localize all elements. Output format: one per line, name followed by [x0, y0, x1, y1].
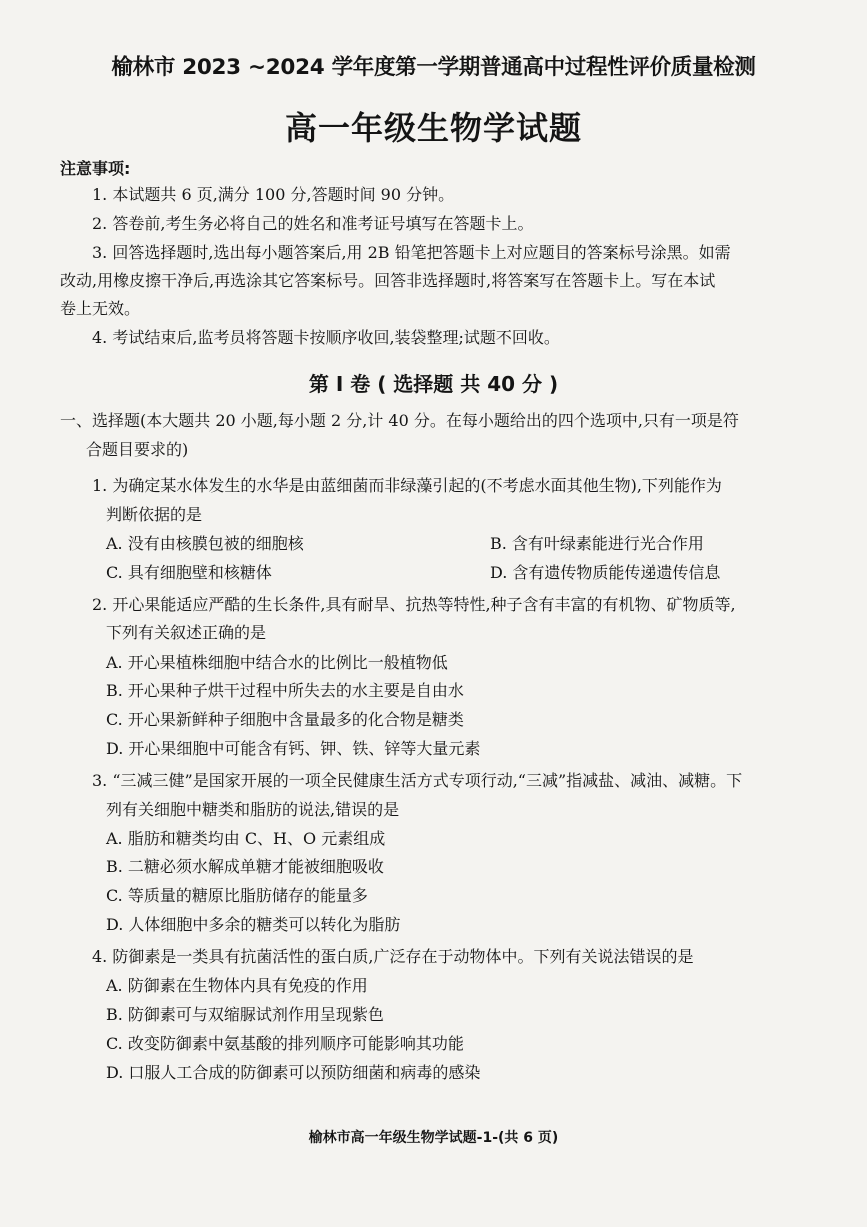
- question-1-option-b: B. 含有叶绿素能进行光合作用: [490, 534, 704, 553]
- question-1-option-a: A. 没有由核膜包被的细胞核: [106, 534, 304, 553]
- question-2-option-a: A. 开心果植株细胞中结合水的比例比一般植物低: [106, 653, 448, 672]
- question-2-stem-line-2: 下列有关叙述正确的是: [106, 623, 267, 642]
- question-2-option-c: C. 开心果新鲜种子细胞中含量最多的化合物是糖类: [106, 710, 464, 729]
- notice-item-3-line-3: 卷上无效。: [60, 299, 141, 318]
- question-1-option-c: C. 具有细胞壁和核糖体: [106, 563, 272, 582]
- question-3-stem-line-2: 列有关细胞中糖类和脂肪的说法,错误的是: [106, 800, 400, 819]
- question-3-option-b: B. 二糖必须水解成单糖才能被细胞吸收: [106, 857, 384, 876]
- question-4-option-d: D. 口服人工合成的防御素可以预防细菌和病毒的感染: [106, 1063, 481, 1082]
- question-2-stem-line-1: 2. 开心果能适应严酷的生长条件,具有耐旱、抗热等特性,种子含有丰富的有机物、矿物质等,: [92, 595, 736, 614]
- question-4-option-c: C. 改变防御素中氨基酸的排列顺序可能影响其功能: [106, 1034, 464, 1053]
- question-1-stem-line-1: 1. 为确定某水体发生的水华是由蓝细菌而非绿藻引起的(不考虑水面其他生物),下列能作为: [92, 476, 722, 495]
- question-3-option-a: A. 脂肪和糖类均由 C、H、O 元素组成: [106, 829, 386, 848]
- question-1-stem-line-2: 判断依据的是: [106, 505, 203, 524]
- question-1-option-d: D. 含有遗传物质能传递遗传信息: [490, 563, 721, 582]
- section-intro-line-1: 一、选择题(本大题共 20 小题,每小题 2 分,计 40 分。在每小题给出的四个选项中,只有一项是符: [60, 411, 739, 430]
- section-title: 第 Ⅰ 卷 ( 选择题 共 40 分 ): [308, 372, 559, 396]
- page-title: 高一年级生物学试题: [284, 109, 582, 147]
- question-3-option-c: C. 等质量的糖原比脂肪储存的能量多: [106, 886, 368, 905]
- notice-item-3-line-2: 改动,用橡皮擦干净后,再选涂其它答案标号。回答非选择题时,将答案写在答题卡上。写在本试: [60, 271, 716, 290]
- notice-item-4: 4. 考试结束后,监考员将答题卡按顺序收回,装袋整理;试题不回收。: [92, 328, 560, 347]
- question-2-option-b: B. 开心果种子烘干过程中所失去的水主要是自由水: [106, 681, 464, 700]
- question-4-stem-line-1: 4. 防御素是一类具有抗菌活性的蛋白质,广泛存在于动物体中。下列有关说法错误的是: [92, 947, 694, 966]
- question-4-option-a: A. 防御素在生物体内具有免疫的作用: [106, 976, 368, 995]
- question-4-option-b: B. 防御素可与双缩脲试剂作用呈现紫色: [106, 1005, 384, 1024]
- notice-heading: 注意事项:: [60, 159, 131, 178]
- question-3-option-d: D. 人体细胞中多余的糖类可以转化为脂肪: [106, 915, 401, 934]
- notice-item-1: 1. 本试题共 6 页,满分 100 分,答题时间 90 分钟。: [92, 185, 455, 204]
- question-2-option-d: D. 开心果细胞中可能含有钙、钾、铁、锌等大量元素: [106, 739, 481, 758]
- page-footer: 榆林市高一年级生物学试题-1-(共 6 页): [308, 1130, 559, 1146]
- section-intro-line-2: 合题目要求的): [86, 440, 189, 459]
- question-3-stem-line-1: 3. “三减三健”是国家开展的一项全民健康生活方式专项行动,“三减”指减盐、减油、减糖。下: [92, 771, 743, 790]
- notice-item-2: 2. 答卷前,考生务必将自己的姓名和准考证号填写在答题卡上。: [92, 214, 534, 233]
- exam-header: 榆林市 2023 ~2024 学年度第一学期普通高中过程性评价质量检测: [111, 55, 756, 80]
- notice-item-3-line-1: 3. 回答选择题时,选出每小题答案后,用 2B 铅笔把答题卡上对应题目的答案标号涂黑。如需: [92, 243, 731, 262]
